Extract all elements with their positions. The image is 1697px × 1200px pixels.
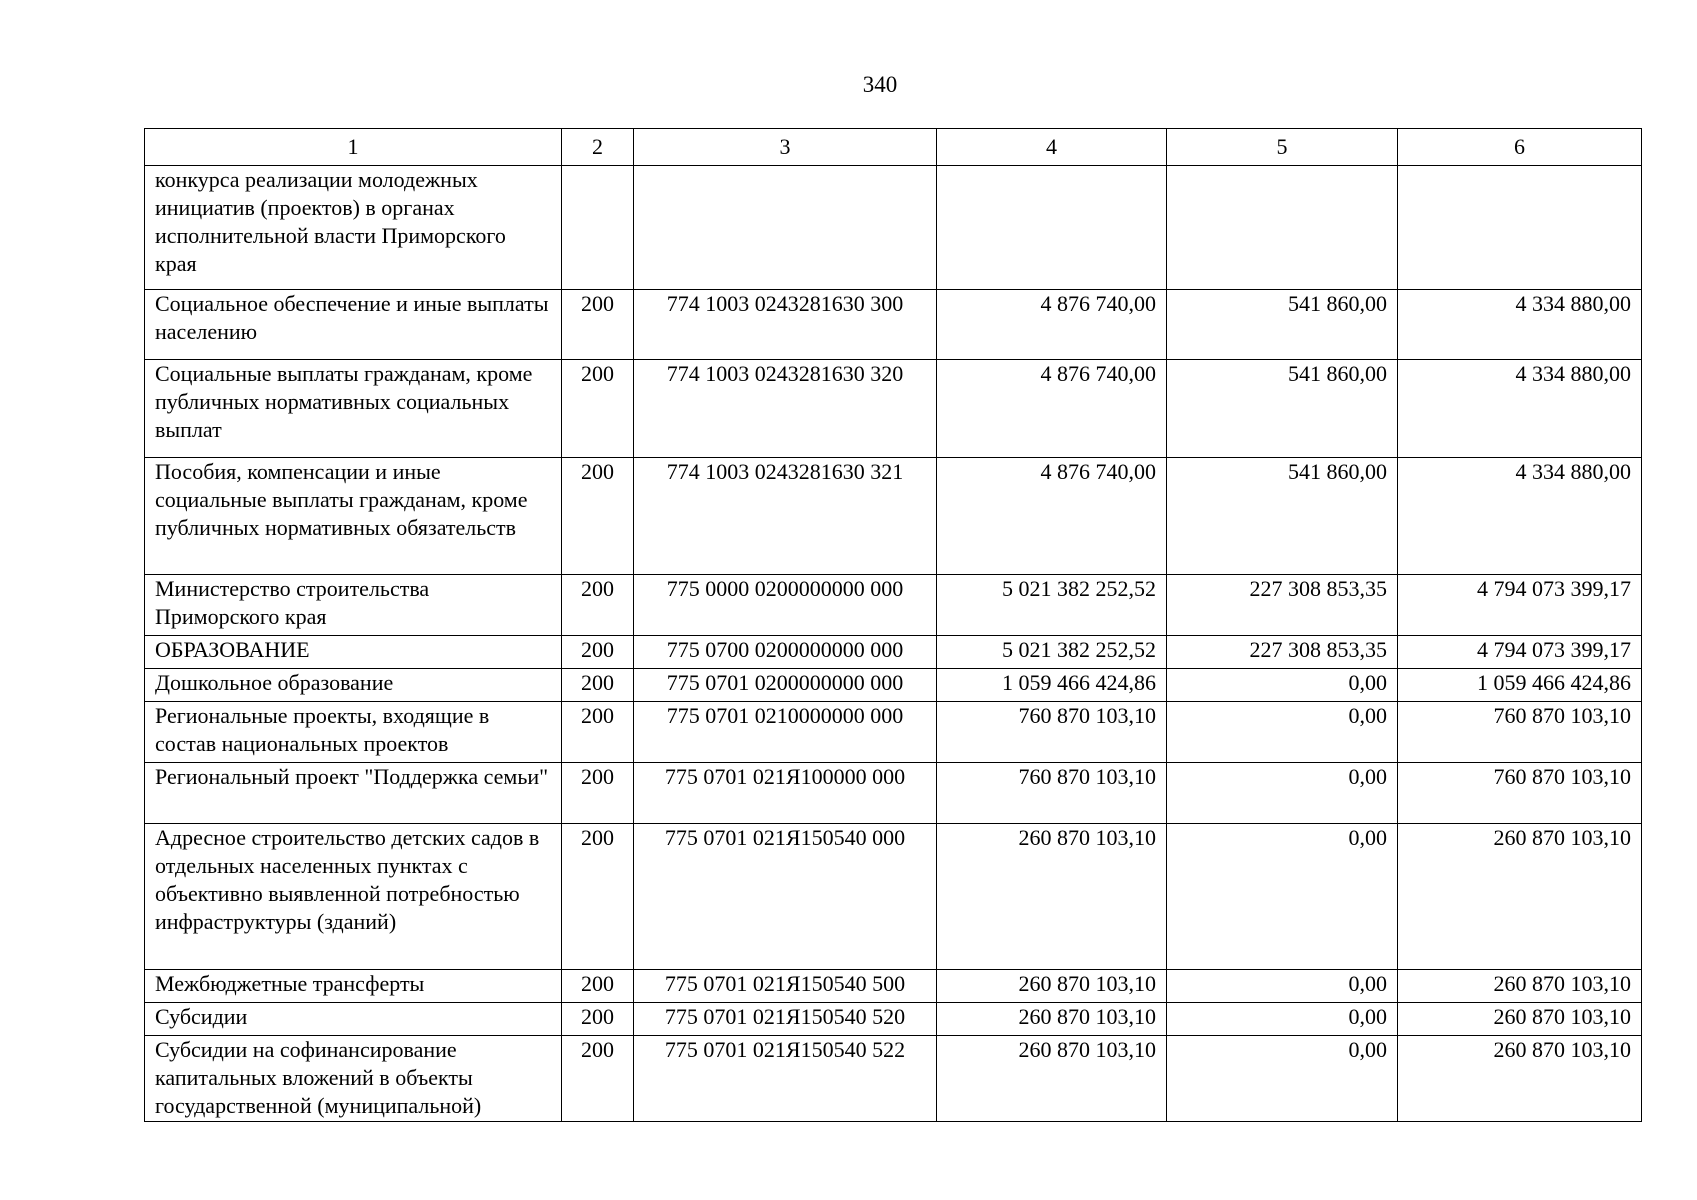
row-code: 775 0701 021Я150540 520 (634, 1003, 937, 1036)
row-value-6: 1 059 466 424,86 (1398, 669, 1642, 702)
row-value-5: 0,00 (1167, 1003, 1398, 1036)
header-row (145, 129, 1642, 166)
column-header-5: 5 (1167, 129, 1398, 166)
row-value-5: 0,00 (1167, 669, 1398, 702)
row-code: 774 1003 0243281630 320 (634, 360, 937, 458)
row-code: 775 0701 021Я100000 000 (634, 763, 937, 824)
row-name: ОБРАЗОВАНИЕ (145, 636, 562, 669)
row-name: Адресное строительство детских садов в отдельных населенных пунктах с объективно выявленной потребностью инфраструктуры (зданий) (145, 824, 562, 970)
row-value-4: 4 876 740,00 (937, 290, 1167, 360)
row-value-4: 260 870 103,10 (937, 1036, 1167, 1122)
row-code: 775 0701 0210000000 000 (634, 702, 937, 763)
table-row (145, 290, 1642, 360)
row-value-6: 760 870 103,10 (1398, 763, 1642, 824)
row-value-5: 0,00 (1167, 763, 1398, 824)
row-col2: 200 (562, 575, 634, 636)
row-name: Субсидии (145, 1003, 562, 1036)
table-row (145, 824, 1642, 970)
row-code: 775 0700 0200000000 000 (634, 636, 937, 669)
row-col2: 200 (562, 636, 634, 669)
row-name: Субсидии на софинансирование капитальных вложений в объекты государственной (муниципальной) (145, 1036, 562, 1122)
table-row (145, 763, 1642, 824)
row-name: Дошкольное образование (145, 669, 562, 702)
row-name: Региональные проекты, входящие в состав национальных проектов (145, 702, 562, 763)
row-value-4: 5 021 382 252,52 (937, 575, 1167, 636)
row-value-4: 760 870 103,10 (937, 763, 1167, 824)
column-header-4: 4 (937, 129, 1167, 166)
row-col2: 200 (562, 458, 634, 575)
row-value-4: 5 021 382 252,52 (937, 636, 1167, 669)
page-number: 340 (862, 72, 898, 97)
row-col2: 200 (562, 824, 634, 970)
row-value-5: 0,00 (1167, 702, 1398, 763)
row-col2: 200 (562, 763, 634, 824)
row-value-5: 541 860,00 (1167, 290, 1398, 360)
row-col2: 200 (562, 669, 634, 702)
row-col2: 200 (562, 702, 634, 763)
row-value-5: 0,00 (1167, 1036, 1398, 1122)
column-header-1: 1 (145, 129, 562, 166)
row-code: 775 0701 021Я150540 500 (634, 970, 937, 1003)
row-value-6: 4 334 880,00 (1398, 458, 1642, 575)
row-value-5 (1167, 166, 1398, 290)
row-value-6 (1398, 166, 1642, 290)
row-col2: 200 (562, 290, 634, 360)
row-value-4: 760 870 103,10 (937, 702, 1167, 763)
row-code: 775 0000 0200000000 000 (634, 575, 937, 636)
column-header-3: 3 (634, 129, 937, 166)
row-code: 775 0701 021Я150540 000 (634, 824, 937, 970)
row-name: конкурса реализации молодежных инициатив (проектов) в органах исполнительной власти Приморского края (145, 166, 562, 290)
row-name: Региональный проект "Поддержка семьи" (145, 763, 562, 824)
table-row (145, 970, 1642, 1003)
table-row (145, 636, 1642, 669)
row-code (634, 166, 937, 290)
column-header-2: 2 (562, 129, 634, 166)
row-name: Межбюджетные трансферты (145, 970, 562, 1003)
row-value-5: 0,00 (1167, 824, 1398, 970)
row-name: Пособия, компенсации и иные социальные выплаты гражданам, кроме публичных нормативных обязательств (145, 458, 562, 575)
table-row (145, 360, 1642, 458)
row-value-5: 0,00 (1167, 970, 1398, 1003)
column-header-6: 6 (1398, 129, 1642, 166)
row-value-6: 4 794 073 399,17 (1398, 636, 1642, 669)
table-row (145, 1036, 1642, 1122)
row-value-6: 4 334 880,00 (1398, 290, 1642, 360)
row-value-6: 4 334 880,00 (1398, 360, 1642, 458)
row-value-4: 260 870 103,10 (937, 1003, 1167, 1036)
table-row (145, 702, 1642, 763)
row-col2: 200 (562, 1036, 634, 1122)
row-value-6: 260 870 103,10 (1398, 970, 1642, 1003)
row-code: 775 0701 021Я150540 522 (634, 1036, 937, 1122)
row-col2: 200 (562, 970, 634, 1003)
row-col2: 200 (562, 1003, 634, 1036)
row-value-5: 227 308 853,35 (1167, 636, 1398, 669)
row-value-6: 4 794 073 399,17 (1398, 575, 1642, 636)
row-value-5: 541 860,00 (1167, 458, 1398, 575)
row-name: Социальные выплаты гражданам, кроме публичных нормативных социальных выплат (145, 360, 562, 458)
table-row (145, 669, 1642, 702)
row-value-6: 260 870 103,10 (1398, 1036, 1642, 1122)
row-value-6: 760 870 103,10 (1398, 702, 1642, 763)
row-code: 774 1003 0243281630 300 (634, 290, 937, 360)
row-value-6: 260 870 103,10 (1398, 1003, 1642, 1036)
budget-table (144, 128, 1642, 1122)
row-col2: 200 (562, 360, 634, 458)
table-row (145, 1003, 1642, 1036)
row-value-5: 541 860,00 (1167, 360, 1398, 458)
row-col2 (562, 166, 634, 290)
row-code: 774 1003 0243281630 321 (634, 458, 937, 575)
row-value-4: 4 876 740,00 (937, 360, 1167, 458)
row-value-4: 4 876 740,00 (937, 458, 1167, 575)
row-value-6: 260 870 103,10 (1398, 824, 1642, 970)
row-value-4: 260 870 103,10 (937, 824, 1167, 970)
row-value-5: 227 308 853,35 (1167, 575, 1398, 636)
table-row (145, 166, 1642, 290)
row-value-4: 260 870 103,10 (937, 970, 1167, 1003)
table-row (145, 575, 1642, 636)
row-name: Социальное обеспечение и иные выплаты населению (145, 290, 562, 360)
row-name: Министерство строительства Приморского края (145, 575, 562, 636)
row-code: 775 0701 0200000000 000 (634, 669, 937, 702)
row-value-4 (937, 166, 1167, 290)
table-row (145, 458, 1642, 575)
row-value-4: 1 059 466 424,86 (937, 669, 1167, 702)
